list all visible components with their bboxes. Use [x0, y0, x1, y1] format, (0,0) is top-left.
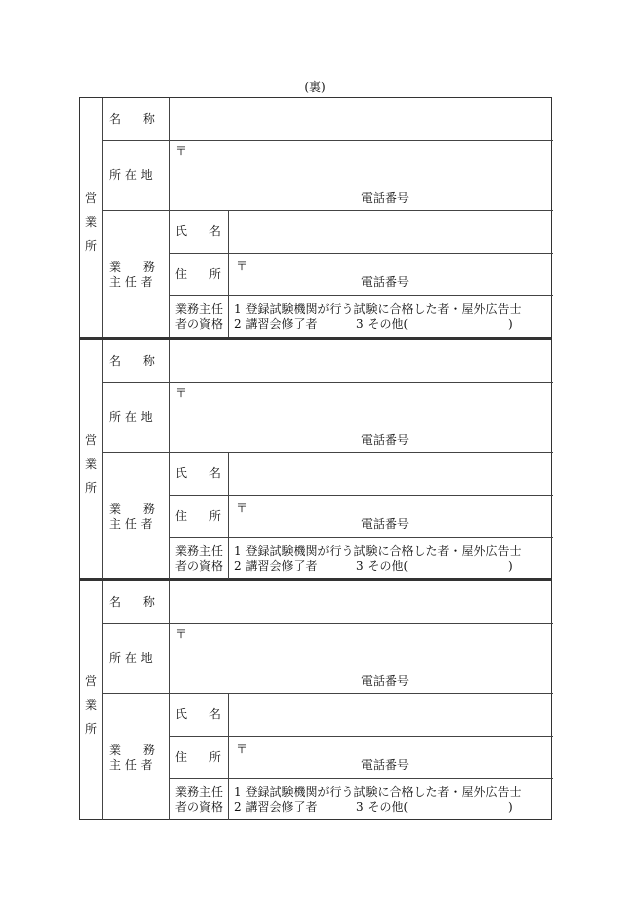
divider: [102, 210, 553, 211]
divider: [102, 452, 553, 453]
manager-postal-mark: 〒: [236, 742, 249, 756]
office-block: [79, 97, 552, 338]
office-block: [79, 579, 552, 820]
manager-label-line1: 業 務: [109, 260, 155, 274]
divider: [102, 340, 103, 579]
location-label: 所 在 地: [109, 168, 153, 182]
phone-label: 電話番号: [361, 191, 410, 205]
office-label: 営 業 所: [84, 433, 97, 495]
manager-address-label: 住 所: [175, 509, 221, 523]
qualification-label-line1: 業務主任: [175, 544, 224, 558]
divider: [228, 210, 229, 337]
manager-phone-label: 電話番号: [361, 275, 410, 289]
manager-label-line2: 主 任 者: [109, 758, 153, 772]
qualification-option-2: 2 講習会修了者: [234, 559, 318, 573]
postal-mark: 〒: [175, 144, 188, 158]
divider: [169, 581, 170, 820]
manager-label-line1: 業 務: [109, 502, 155, 516]
page-heading: (裏): [304, 80, 326, 94]
qualification-label-line2: 者の資格: [175, 559, 224, 573]
manager-name-label: 氏 名: [175, 707, 221, 721]
office-block: [79, 338, 552, 579]
qualification-option-1: 1 登録試験機関が行う試験に合格した者・屋外広告士: [234, 302, 522, 316]
postal-mark: 〒: [175, 627, 188, 641]
qualification-label-line2: 者の資格: [175, 317, 224, 331]
divider: [169, 495, 553, 496]
manager-name-label: 氏 名: [175, 224, 221, 238]
divider: [102, 581, 103, 820]
qualification-label-line2: 者の資格: [175, 800, 224, 814]
location-label: 所 在 地: [109, 651, 153, 665]
qualification-close-paren: ): [508, 559, 513, 573]
divider: [102, 140, 553, 141]
divider: [102, 98, 103, 337]
phone-label: 電話番号: [361, 674, 410, 688]
divider: [228, 452, 229, 579]
divider: [169, 340, 170, 579]
manager-postal-mark: 〒: [236, 501, 249, 515]
office-label: 営 業 所: [84, 674, 97, 736]
manager-label-line1: 業 務: [109, 743, 155, 757]
location-label: 所 在 地: [109, 410, 153, 424]
divider: [169, 295, 553, 296]
qualification-option-1: 1 登録試験機関が行う試験に合格した者・屋外広告士: [234, 544, 522, 558]
phone-label: 電話番号: [361, 433, 410, 447]
manager-postal-mark: 〒: [236, 259, 249, 273]
divider: [169, 778, 553, 779]
manager-label-line2: 主 任 者: [109, 275, 153, 289]
manager-address-label: 住 所: [175, 750, 221, 764]
manager-phone-label: 電話番号: [361, 758, 410, 772]
manager-name-label: 氏 名: [175, 466, 221, 480]
qualification-label-line1: 業務主任: [175, 302, 224, 316]
name-label: 名 称: [109, 595, 155, 609]
divider: [102, 382, 553, 383]
qualification-option-2: 2 講習会修了者: [234, 317, 318, 331]
postal-mark: 〒: [175, 386, 188, 400]
name-label: 名 称: [109, 112, 155, 126]
divider: [169, 736, 553, 737]
divider: [228, 693, 229, 820]
manager-phone-label: 電話番号: [361, 517, 410, 531]
qualification-option-1: 1 登録試験機関が行う試験に合格した者・屋外広告士: [234, 785, 522, 799]
qualification-option-3: 3 その他(: [356, 559, 409, 573]
divider: [169, 98, 170, 337]
qualification-option-2: 2 講習会修了者: [234, 800, 318, 814]
name-label: 名 称: [109, 354, 155, 368]
qualification-label-line1: 業務主任: [175, 785, 224, 799]
office-label: 営 業 所: [84, 191, 97, 253]
divider: [102, 623, 553, 624]
qualification-close-paren: ): [508, 317, 513, 331]
divider: [102, 693, 553, 694]
divider: [169, 253, 553, 254]
qualification-option-3: 3 その他(: [356, 800, 409, 814]
manager-label-line2: 主 任 者: [109, 517, 153, 531]
qualification-close-paren: ): [508, 800, 513, 814]
divider: [169, 537, 553, 538]
qualification-option-3: 3 その他(: [356, 317, 409, 331]
manager-address-label: 住 所: [175, 267, 221, 281]
